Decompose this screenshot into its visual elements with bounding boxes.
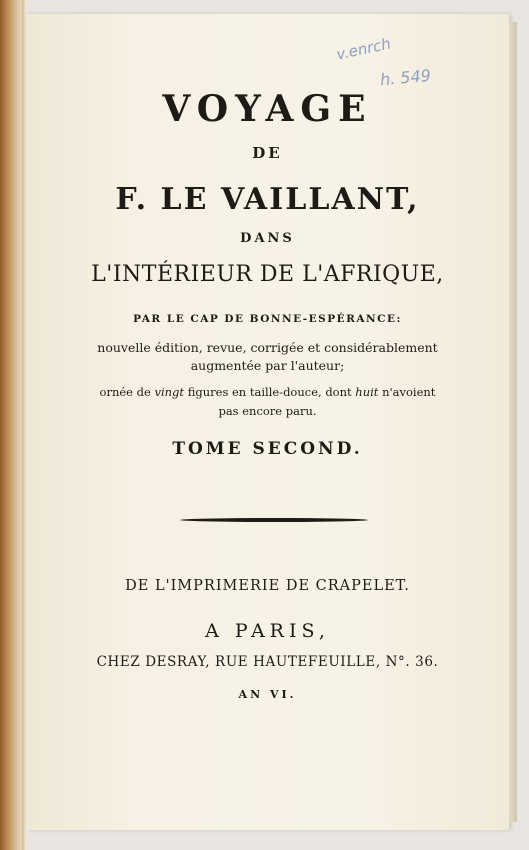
illustration-note-huit: huit — [355, 385, 379, 399]
subtitle-interior: L'INTÉRIEUR DE L'AFRIQUE, — [91, 262, 444, 287]
publisher-line: CHEZ DESRAY, RUE HAUTEFEUILLE, N°. 36. — [96, 654, 439, 670]
illustration-note-line2: pas encore paru. — [218, 404, 317, 418]
handwritten-note-2: h. 549 — [379, 65, 432, 90]
handwritten-note-1: v.enrch — [334, 34, 393, 64]
illustration-note-vingt: vingt — [154, 385, 185, 399]
illustration-note-part: n'avoient — [378, 385, 436, 399]
preposition-de: DE — [252, 144, 283, 162]
preposition-dans: DANS — [240, 231, 295, 246]
illustration-note-part: ornée de — [99, 385, 155, 399]
edition-note-line2: augmentée par l'auteur; — [190, 358, 345, 373]
year-line: AN VI. — [238, 688, 297, 701]
volume-label: TOME SECOND. — [172, 439, 363, 459]
illustration-note-part: figures en taille-douce, dont — [184, 385, 356, 399]
title-page — [26, 14, 509, 830]
page-edge — [509, 22, 517, 822]
edition-note-line1: nouvelle édition, revue, corrigée et considérablement — [97, 340, 438, 355]
decorative-rule — [180, 518, 368, 522]
subtitle-cap: PAR LE CAP DE BONNE-ESPÉRANCE: — [133, 313, 402, 325]
printer-line: DE L'IMPRIMERIE DE CRAPELET. — [125, 578, 410, 594]
illustration-note-line1 — [26, 385, 509, 399]
place-line: A PARIS, — [205, 620, 330, 642]
book-title: VOYAGE — [162, 88, 373, 130]
author-name: F. LE VAILLANT, — [115, 182, 420, 217]
